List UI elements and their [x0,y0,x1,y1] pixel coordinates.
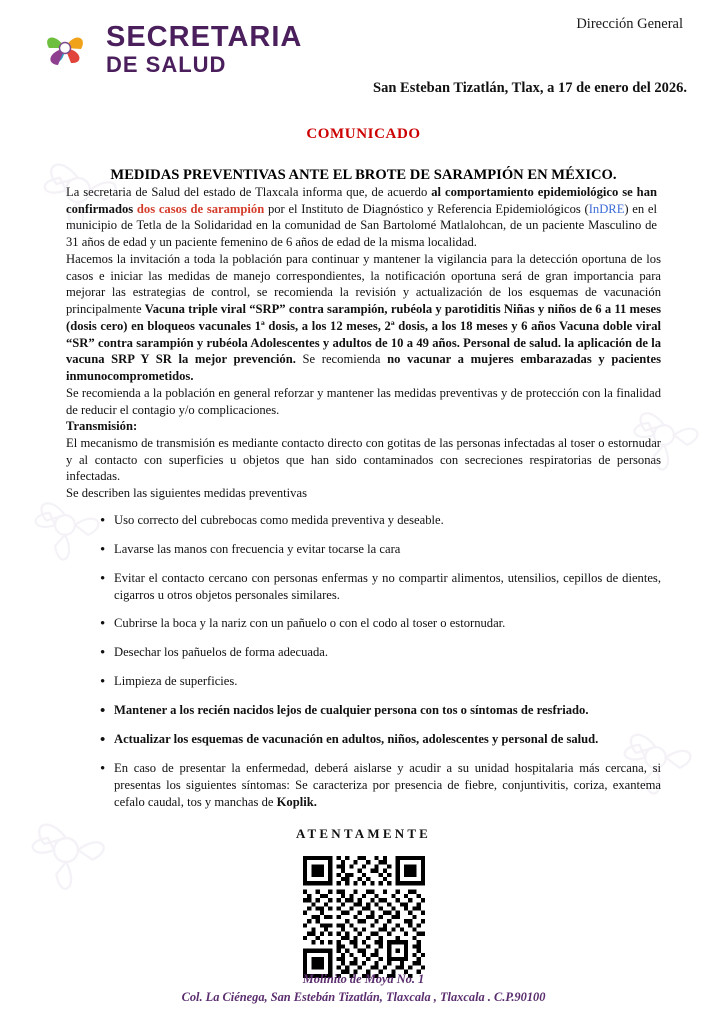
paragraph-confirmed-cases [66,184,661,251]
brand-line-2: DE SALUD [106,51,227,77]
list-item: • Desechar los pañuelos de forma adecuada. [100,644,661,661]
footer-address-line-2: Col. La Ciénega, San Estebán Tizatlán, Tlaxcala , Tlaxcala . C.P.90100 [181,989,546,1004]
document-body [0,126,727,978]
p2-seg-a: Hacemos la invitación a toda la población para continuar y mantener la vigilancia para la detección oportuna de los casos e iniciar las medidas de manejo correspondientes, la notificación oportuna será de gran importancia para mejorar las estrategias de control, se recomienda la revisión y actualización de los esquemas de vacunación principalmente [66,251,661,317]
symptoms-text: En caso de presentar la enfermedad, deberá aislarse y acudir a su unidad hospitalaria más cercana, si presentas los siguientes síntomas: Se caracteriza por presencia de fiebre, conjuntivitis, coriza, exantema cefalo caudal, tos y manchas de [114,760,661,809]
brand-wordmark [106,20,303,77]
transmission-text: El mecanismo de transmisión es mediante contacto directo con gotitas de las personas infectadas al toser o estornudar y al contacto con superficies u objetos que han sido contaminados con secreciones respiratorias de personas infectadas. [66,436,661,484]
p2-seg-c: Se recomienda [295,352,388,367]
brand-logo [34,18,302,80]
transmission-heading [66,418,661,435]
qr-code-icon[interactable] [303,856,425,978]
list-item-symptoms [100,760,661,811]
place-date-line: San Esteban Tizatlán, Tlax, a 17 de enero del 2026. [373,80,687,96]
p1-seg-b: al comportamiento epidemiológico se han confirmados [66,185,657,216]
list-item: • Cubrirse la boca y la nariz con un pañuelo o con el codo al toser o estornudar. [100,615,661,632]
p1-seg-a: La secretaria de Salud del estado de Tlaxcala informa que, de acuerdo [66,185,432,199]
footer-address-line-1: Molinito de Moya No. 1 [302,972,425,987]
list-item: • Limpieza de superficies. [100,673,661,690]
document-header [0,0,727,112]
atentamente-heading: ATENTAMENTE [295,826,432,842]
list-item: • Mantener a los recién nacidos lejos de cualquier persona con tos o síntomas de resfriado. [100,702,661,719]
list-item: • Uso correcto del cubrebocas como medida preventiva y deseable. [100,512,661,529]
p2-warning: no vacunar a mujeres embarazadas y pacientes inmunocomprometidos. [66,352,661,384]
transmission-label: Transmisión: [66,419,138,434]
flower-logo-icon [34,18,96,80]
p1-seg-d: por el Instituto de Diagnóstico y Referencia Epidemiológicos ( [264,201,589,216]
document-footer [0,971,727,1006]
measures-intro: Se describen las siguientes medidas preventivas [66,486,307,501]
list-item: • Evitar el contacto cercano con personas enfermas y no compartir alimentos, utensilios, cepillos de dientes, cigarros u otros objetos personales similares. [100,570,661,604]
p1-highlight-cases: dos casos de sarampión [136,201,265,216]
paragraph-vaccination [66,251,661,385]
qr-code-container [66,856,661,978]
list-item: • Actualizar los esquemas de vacunación en adultos, niños, adolescentes y personal de salud. [100,731,661,748]
list-item: • Lavarse las manos con frecuencia y evitar tocarse la cara [100,541,661,558]
page-title: MEDIDAS PREVENTIVAS ANTE EL BROTE DE SARAMPIÓN EN MÉXICO. [110,167,617,183]
preventive-measures-list [66,512,661,811]
paragraph-recommendation: Se recomienda a la población en general reforzar y mantener las medidas preventivas y de protección con la finalidad de reducir el contagio y/o complicaciones. [66,385,661,417]
p2-vaccine-detail: Vacuna triple viral “SRP” contra sarampión, rubéola y parotiditis Niñas y niños de 6 a 11 meses (dosis cero) en bloqueos vacunales 1ª dosis, a los 12 meses, 2ª dosis, a los 18 meses y 6 años Vacuna doble viral “SR” contra sarampión y rubéola Adolescentes y adultos de 10 a 49 años. Personal de salud. la aplicación de la vacuna SRP Y SR la mejor prevención. [66,302,661,367]
koplik-term: Koplik. [276,794,317,809]
p1-seg-f: ) en el municipio de Tetla de la Solidaridad en la comunidad de San Bartolomé Matlalohcan, de un paciente Masculino de 31 años de edad y un paciente femenino de 6 años de edad de la misma localidad. [66,201,658,250]
p1-indre: InDRE [588,201,625,216]
brand-line-1: SECRETARIA [106,20,303,53]
comunicado-heading: COMUNICADO [306,126,421,142]
direccion-general-label: Dirección General [576,16,683,32]
